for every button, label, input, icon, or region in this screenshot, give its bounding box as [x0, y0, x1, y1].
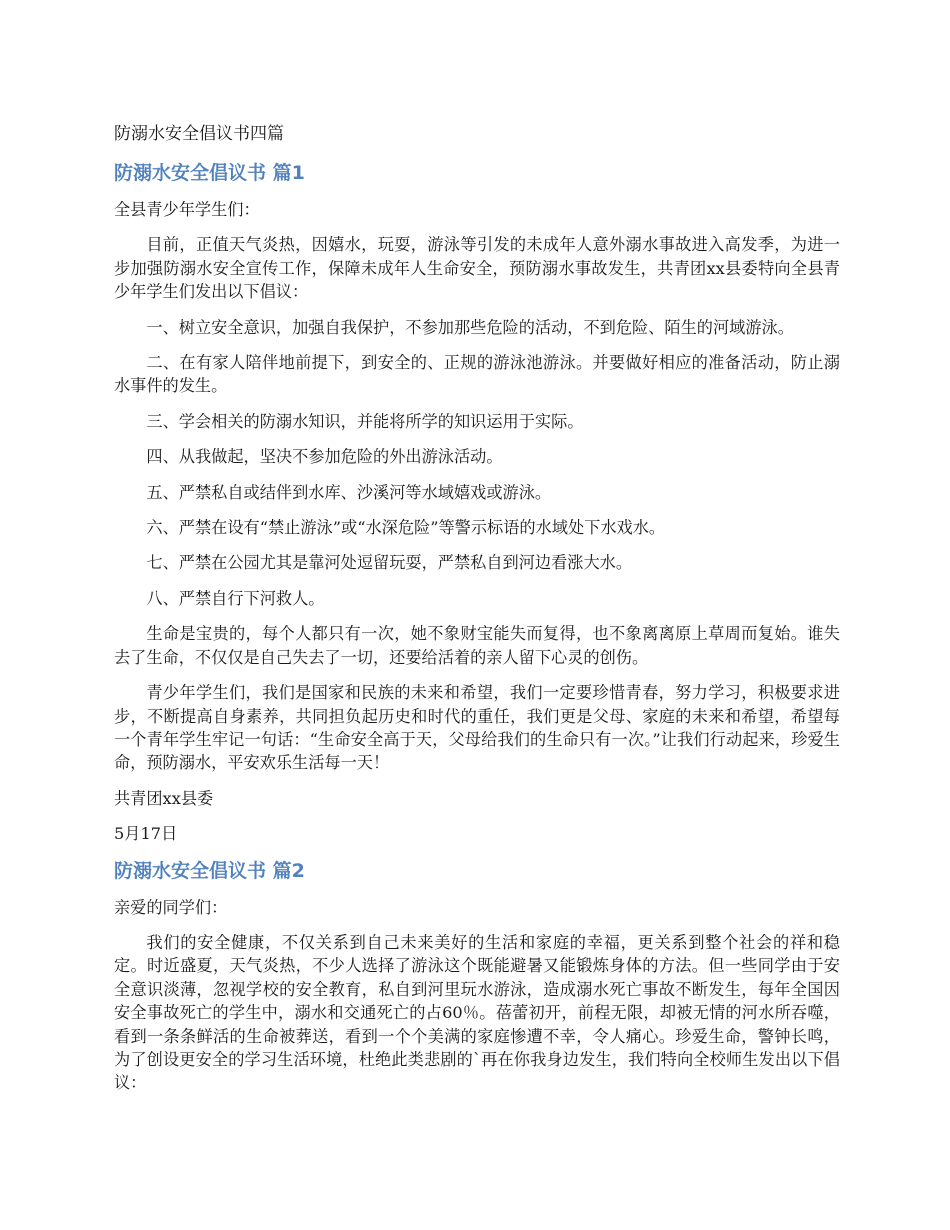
- paragraph: 一、树立安全意识，加强自我保护，不参加那些危险的活动，不到危险、陌生的河域游泳。: [146, 317, 794, 337]
- paragraph: 生命是宝贵的，每个人都只有一次，她不象财宝能失而复得，也不象离离原上草周而复始。谁失去了生命，不仅仅是自己失去了一切，还要给活着的亲人留下心灵的创伤。: [114, 624, 840, 667]
- paragraph: 目前，正值天气炎热，因嬉水，玩耍，游泳等引发的未成年人意外溺水事故进入高发季，为进一步加强防溺水安全宣传工作，保障未成年人生命安全，预防溺水事故发生，共青团xx县委特向全县青少年学生们发出以下倡议：: [114, 235, 840, 302]
- paragraph: 八、严禁自行下河救人。: [146, 588, 325, 608]
- section-heading: 防溺水安全倡议书 篇1: [114, 162, 305, 184]
- paragraph: 青少年学生们，我们是国家和民族的未来和希望，我们一定要珍惜青春，努力学习，积极要求进步，不断提高自身素养，共同担负起历史和时代的重任，我们更是父母、家庭的未来和希望，希望每一个青年学生牢记一句话：“生命安全高于天，父母给我们的生命只有一次。”让我们行动起来，珍爱生命，预防溺水，平安欢乐生活每一天！: [114, 683, 840, 773]
- section-heading: 防溺水安全倡议书 篇2: [114, 859, 305, 882]
- date: 5月17日: [114, 824, 178, 844]
- document-page: [114, 122, 840, 1107]
- greeting: 亲爱的同学们：: [114, 897, 228, 917]
- paragraph: 六、严禁在设有“禁止游泳”或“水深危险”等警示标语的水域处下水戏水。: [146, 518, 666, 538]
- paragraph: 二、在有家人陪伴地前提下，到安全的、正规的游泳池游泳。并要做好相应的准备活动，防止溺水事件的发生。: [114, 353, 840, 396]
- paragraph: 四、从我做起，坚决不参加危险的外出游泳活动。: [146, 447, 503, 467]
- paragraph: 七、严禁在公园尤其是靠河处逗留玩耍，严禁私自到河边看涨大水。: [146, 553, 633, 573]
- paragraph: 我们的安全健康，不仅关系到自己未来美好的生活和家庭的幸福，更关系到整个社会的祥和稳定。时近盛夏，天气炎热，不少人选择了游泳这个既能避暑又能锻炼身体的方法。但一些同学由于安全意识淡薄，忽视学校的安全教育，私自到河里玩水游泳，造成溺水死亡事故不断发生，每年全国因安全事故死亡的学生中，溺水和交通死亡的占60％。蓓蕾初开，前程无限，却被无情的河水所吞噬，看到一条条鲜活的生命被葬送，看到一个个美满的家庭惨遭不幸，令人痛心。珍爱生命，警钟长鸣，为了创设更安全的学习生活环境，杜绝此类悲剧的`再在你我身边发生，我们特向全校师生发出以下倡议：: [114, 932, 840, 1093]
- paragraph: 三、学会相关的防溺水知识，并能将所学的知识运用于实际。: [146, 411, 584, 431]
- greeting: 全县青少年学生们：: [114, 200, 260, 219]
- signature: 共青团xx县委: [114, 788, 214, 808]
- section-1: [114, 160, 840, 846]
- paragraph: 五、严禁私自或结伴到水库、沙溪河等水域嬉戏或游泳。: [146, 482, 552, 502]
- document-title: 防溺水安全倡议书四篇: [114, 124, 284, 144]
- section-2: [114, 858, 840, 1095]
